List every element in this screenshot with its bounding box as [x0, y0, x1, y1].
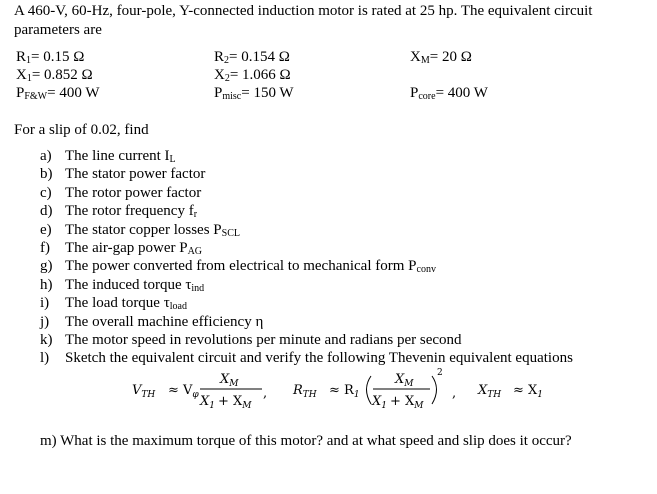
rth-equation	[292, 368, 456, 411]
list-item: a) The line current $I_L$	[40, 148, 176, 165]
rth-numerator: $X_M$	[395, 372, 414, 389]
vth-approx: ≈ $V_\varphi$	[168, 383, 199, 400]
list-item: j) The overall machine efficiency η	[40, 313, 264, 330]
rth-denominator: $X_1 + X_M$	[372, 394, 424, 411]
list-item: c) The rotor power factor	[40, 184, 202, 201]
problem-intro: A 460-V, 60-Hz, four-pole, Y-connected induction motor is rated at 25 hp. The equivalent circuit parameters are	[14, 3, 593, 38]
rth-left-paren	[367, 376, 372, 404]
xth-equation	[477, 383, 543, 400]
list-item: f) The air-gap power $P_{AG}$	[40, 239, 203, 257]
param-x2: $X_2= 1.066$ Ω	[214, 67, 291, 84]
list-item: d) The rotor frequency $f_r$	[40, 203, 198, 221]
vth-equation	[132, 372, 267, 411]
list-item: e) The stator copper losses $P_{SCL}$	[40, 221, 240, 239]
vth-denominator: $X_1 + X_M$	[200, 394, 252, 411]
param-pcore: $P_{core}= 400$ W	[410, 85, 488, 102]
rth-exponent: 2	[437, 368, 443, 378]
rth-approx: ≈ $R_1$	[329, 383, 360, 400]
xth-approx: ≈ $X_1$	[513, 383, 544, 400]
param-pfw: $P_{F\&W}= 400$ W	[16, 85, 100, 102]
slip-intro: For a slip of 0.02, find	[14, 122, 149, 138]
param-xm: $X_M= 20$ Ω	[410, 49, 472, 66]
question-list	[40, 147, 573, 368]
param-r1: $R_1= 0.15$ Ω	[16, 49, 85, 66]
vth-numerator: $X_M$	[220, 372, 239, 389]
list-item: k) The motor speed in revolutions per minute and radians per second	[40, 331, 462, 348]
vth-comma: ,	[263, 386, 268, 401]
vth-lhs: $V_{TH}$	[132, 383, 156, 400]
list-item: b) The stator power factor	[40, 166, 206, 183]
final-question: m) What is the maximum torque of this motor? and at what speed and slip does it occur?	[40, 433, 572, 449]
rth-right-paren	[432, 376, 437, 404]
xth-lhs: $X_{TH}$	[478, 383, 502, 400]
param-x1: $X_1= 0.852$ Ω	[16, 67, 93, 84]
thevenin-equations	[0, 364, 657, 414]
rth-comma: ,	[452, 386, 457, 401]
list-item: i) The load torque $\tau_{load}$	[40, 295, 187, 313]
list-item: g) The power converted from electrical to mechanical form $P_{conv}$	[40, 258, 436, 276]
list-item: l) Sketch the equivalent circuit and verify the following Thevenin equivalent equations	[40, 350, 573, 367]
list-item: h) The induced torque $\tau_{ind}$	[40, 276, 205, 294]
param-r2: $R_2= 0.154$ Ω	[214, 49, 290, 66]
param-pmisc: $P_{misc}= 150$ W	[214, 85, 294, 102]
rth-lhs: $R_{TH}$	[293, 383, 317, 400]
